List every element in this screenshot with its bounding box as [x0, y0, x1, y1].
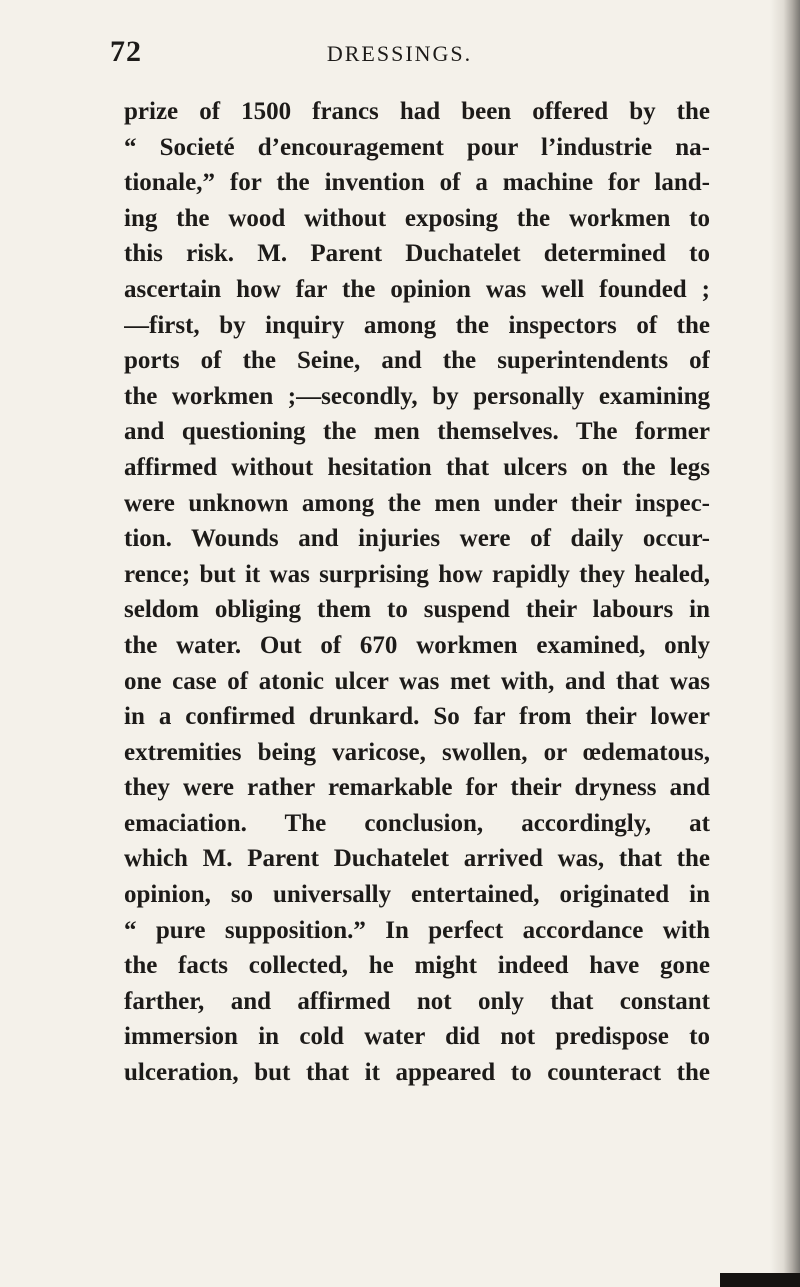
text-line: affirmed without hesitation that ulcers on the legs: [124, 453, 710, 481]
text-line: they were rather remarkable for their dryness and: [124, 774, 710, 802]
page-header: [110, 30, 707, 74]
text-line: the water. Out of 670 workmen examined, only: [124, 631, 710, 659]
scan-edge-mark: [720, 1273, 800, 1287]
text-line: —first, by inquiry among the inspectors of the: [124, 311, 710, 339]
page-number: 72: [110, 35, 142, 68]
text-line: ports of the Seine, and the superintendents of: [124, 347, 710, 375]
text-line: tionale,” for the invention of a machine for land-: [124, 169, 710, 197]
text-line: extremities being varicose, swollen, or œdematous,: [124, 738, 710, 766]
text-line: emaciation. The conclusion, accordingly, at: [124, 809, 710, 837]
text-line: were unknown among the men under their inspec-: [124, 489, 710, 517]
text-line: ascertain how far the opinion was well founded ;: [124, 275, 710, 303]
text-line: one case of atonic ulcer was met with, and that was: [124, 667, 710, 695]
text-line: tion. Wounds and injuries were of daily occur-: [124, 525, 710, 553]
body-text: [124, 94, 710, 1091]
text-line: farther, and affirmed not only that constant: [124, 987, 710, 1015]
text-line: the workmen ;—secondly, by personally examining: [124, 382, 710, 410]
text-line: opinion, so universally entertained, originated in: [124, 881, 710, 909]
text-line: the facts collected, he might indeed have gone: [124, 952, 710, 980]
page-edge-shadow: [770, 0, 800, 1287]
text-line: ulceration, but that it appeared to counteract the: [124, 1059, 710, 1087]
text-line: “ pure supposition.” In perfect accordance with: [124, 916, 710, 944]
text-line: ing the wood without exposing the workmen to: [124, 204, 710, 232]
text-line: and questioning the men themselves. The former: [124, 418, 710, 446]
text-line: in a confirmed drunkard. So far from their lower: [124, 703, 710, 731]
text-line: immersion in cold water did not predispose to: [124, 1023, 710, 1051]
text-line: this risk. M. Parent Duchatelet determined to: [124, 240, 710, 268]
text-line: seldom obliging them to suspend their labours in: [124, 596, 710, 624]
running-head: DRESSINGS.: [326, 41, 473, 66]
text-line: which M. Parent Duchatelet arrived was, that the: [124, 845, 710, 873]
text-line: rence; but it was surprising how rapidly they healed,: [124, 560, 710, 588]
text-line: “ Societé d’encouragement pour l’industrie na-: [124, 133, 710, 161]
text-line: prize of 1500 francs had been offered by the: [124, 98, 710, 125]
